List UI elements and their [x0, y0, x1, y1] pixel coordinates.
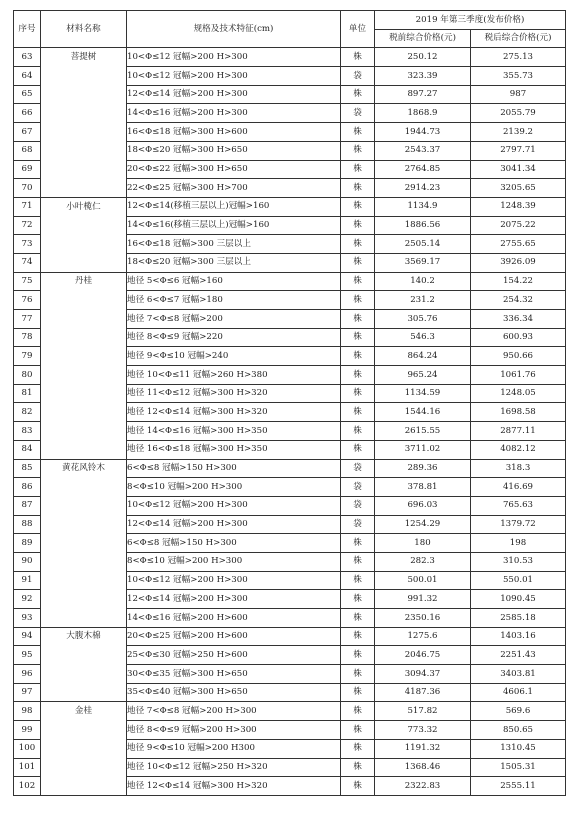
table-row — [14, 758, 566, 777]
material-name — [41, 777, 127, 796]
row-number: 68 — [14, 141, 41, 160]
post-tax-price: 1061.76 — [471, 366, 566, 385]
material-name — [41, 141, 127, 160]
row-number: 85 — [14, 459, 41, 478]
header-name: 材料名称 — [41, 11, 127, 48]
spec: 地径 9<Φ≤10 冠幅>200 H300 — [127, 739, 341, 758]
table-row — [14, 552, 566, 571]
post-tax-price: 3041.34 — [471, 160, 566, 179]
spec: 地径 6<Φ≤7 冠幅>180 — [127, 291, 341, 310]
table-row — [14, 665, 566, 684]
pre-tax-price: 1254.29 — [375, 515, 471, 534]
pre-tax-price: 4187.36 — [375, 683, 471, 702]
table-row — [14, 179, 566, 198]
row-number: 78 — [14, 328, 41, 347]
row-number: 71 — [14, 197, 41, 216]
post-tax-price: 1505.31 — [471, 758, 566, 777]
table-row — [14, 459, 566, 478]
table-row — [14, 646, 566, 665]
spec: 10<Φ≤12 冠幅>200 H>300 — [127, 496, 341, 515]
post-tax-price: 355.73 — [471, 67, 566, 86]
row-number: 87 — [14, 496, 41, 515]
post-tax-price: 254.32 — [471, 291, 566, 310]
pre-tax-price: 1191.32 — [375, 739, 471, 758]
unit: 袋 — [341, 459, 375, 478]
row-number: 88 — [14, 515, 41, 534]
pre-tax-price: 965.24 — [375, 366, 471, 385]
table-row — [14, 590, 566, 609]
post-tax-price: 2251.43 — [471, 646, 566, 665]
material-name — [41, 403, 127, 422]
unit: 株 — [341, 291, 375, 310]
unit: 株 — [341, 665, 375, 684]
post-tax-price: 2585.18 — [471, 609, 566, 628]
row-number: 95 — [14, 646, 41, 665]
material-name — [41, 235, 127, 254]
post-tax-price: 4606.1 — [471, 683, 566, 702]
material-name — [41, 496, 127, 515]
pre-tax-price: 2615.55 — [375, 422, 471, 441]
unit: 株 — [341, 739, 375, 758]
header-period: 2019 年第三季度(发布价格) — [375, 11, 566, 30]
unit: 株 — [341, 197, 375, 216]
spec: 12<Φ≤14 冠幅>200 H>300 — [127, 515, 341, 534]
unit: 株 — [341, 179, 375, 198]
material-name — [41, 253, 127, 272]
spec: 地径 8<Φ≤9 冠幅>220 — [127, 328, 341, 347]
unit: 株 — [341, 235, 375, 254]
pre-tax-price: 180 — [375, 534, 471, 553]
unit: 株 — [341, 366, 375, 385]
material-name: 菩提树 — [41, 48, 127, 67]
pre-tax-price: 305.76 — [375, 310, 471, 329]
unit: 株 — [341, 590, 375, 609]
table-row — [14, 440, 566, 459]
row-number: 89 — [14, 534, 41, 553]
table-row — [14, 702, 566, 721]
unit: 袋 — [341, 496, 375, 515]
pre-tax-price: 2914.23 — [375, 179, 471, 198]
material-name: 丹桂 — [41, 272, 127, 291]
unit: 株 — [341, 534, 375, 553]
table-row — [14, 496, 566, 515]
table-row — [14, 123, 566, 142]
row-number: 102 — [14, 777, 41, 796]
pre-tax-price: 2764.85 — [375, 160, 471, 179]
material-name — [41, 104, 127, 123]
pre-tax-price: 1886.56 — [375, 216, 471, 235]
pre-tax-price: 991.32 — [375, 590, 471, 609]
row-number: 96 — [14, 665, 41, 684]
pre-tax-price: 1868.9 — [375, 104, 471, 123]
unit: 株 — [341, 85, 375, 104]
pre-tax-price: 500.01 — [375, 571, 471, 590]
row-number: 76 — [14, 291, 41, 310]
row-number: 92 — [14, 590, 41, 609]
pre-tax-price: 3094.37 — [375, 665, 471, 684]
unit: 株 — [341, 440, 375, 459]
table-row — [14, 739, 566, 758]
material-name — [41, 422, 127, 441]
pre-tax-price: 864.24 — [375, 347, 471, 366]
spec: 30<Φ≤35 冠幅>300 H>650 — [127, 665, 341, 684]
pre-tax-price: 250.12 — [375, 48, 471, 67]
post-tax-price: 1403.16 — [471, 627, 566, 646]
spec: 地径 9<Φ≤10 冠幅>240 — [127, 347, 341, 366]
row-number: 73 — [14, 235, 41, 254]
post-tax-price: 1698.58 — [471, 403, 566, 422]
unit: 株 — [341, 403, 375, 422]
post-tax-price: 850.65 — [471, 721, 566, 740]
spec: 8<Φ≤10 冠幅>200 H>300 — [127, 478, 341, 497]
spec: 地径 14<Φ≤16 冠幅>300 H>350 — [127, 422, 341, 441]
unit: 株 — [341, 141, 375, 160]
header-no: 序号 — [14, 11, 41, 48]
spec: 地径 12<Φ≤14 冠幅>300 H>320 — [127, 777, 341, 796]
material-name — [41, 67, 127, 86]
unit: 株 — [341, 552, 375, 571]
post-tax-price: 310.53 — [471, 552, 566, 571]
post-tax-price: 550.01 — [471, 571, 566, 590]
pre-tax-price: 1134.59 — [375, 384, 471, 403]
post-tax-price: 2139.2 — [471, 123, 566, 142]
table-row — [14, 216, 566, 235]
price-table — [13, 10, 566, 796]
row-number: 69 — [14, 160, 41, 179]
pre-tax-price: 378.81 — [375, 478, 471, 497]
spec: 35<Φ≤40 冠幅>300 H>650 — [127, 683, 341, 702]
spec: 16<Φ≤18 冠幅>300 三层以上 — [127, 235, 341, 254]
unit: 株 — [341, 627, 375, 646]
table-row — [14, 478, 566, 497]
table-row — [14, 48, 566, 67]
post-tax-price: 198 — [471, 534, 566, 553]
pre-tax-price: 2322.83 — [375, 777, 471, 796]
spec: 地径 11<Φ≤12 冠幅>300 H>320 — [127, 384, 341, 403]
spec: 14<Φ≤16 冠幅>200 H>300 — [127, 104, 341, 123]
row-number: 86 — [14, 478, 41, 497]
table-row — [14, 777, 566, 796]
spec: 10<Φ≤12 冠幅>200 H>300 — [127, 67, 341, 86]
table-row — [14, 403, 566, 422]
table-row — [14, 328, 566, 347]
unit: 袋 — [341, 478, 375, 497]
table-row — [14, 683, 566, 702]
pre-tax-price: 517.82 — [375, 702, 471, 721]
post-tax-price: 1248.05 — [471, 384, 566, 403]
post-tax-price: 3205.65 — [471, 179, 566, 198]
post-tax-price: 2797.71 — [471, 141, 566, 160]
pre-tax-price: 2505.14 — [375, 235, 471, 254]
post-tax-price: 416.69 — [471, 478, 566, 497]
pre-tax-price: 2350.16 — [375, 609, 471, 628]
material-name: 金桂 — [41, 702, 127, 721]
spec: 地径 10<Φ≤11 冠幅>260 H>380 — [127, 366, 341, 385]
material-name — [41, 646, 127, 665]
table-row — [14, 235, 566, 254]
table-row — [14, 291, 566, 310]
table-row — [14, 534, 566, 553]
pre-tax-price: 3711.02 — [375, 440, 471, 459]
unit: 株 — [341, 422, 375, 441]
post-tax-price: 950.66 — [471, 347, 566, 366]
post-tax-price: 765.63 — [471, 496, 566, 515]
row-number: 64 — [14, 67, 41, 86]
material-name — [41, 347, 127, 366]
material-name — [41, 179, 127, 198]
row-number: 80 — [14, 366, 41, 385]
material-name — [41, 571, 127, 590]
header-unit: 单位 — [341, 11, 375, 48]
spec: 地径 7<Φ≤8 冠幅>200 — [127, 310, 341, 329]
material-name — [41, 291, 127, 310]
spec: 6<Φ≤8 冠幅>150 H>300 — [127, 459, 341, 478]
material-name — [41, 552, 127, 571]
spec: 22<Φ≤25 冠幅>300 H>700 — [127, 179, 341, 198]
row-number: 84 — [14, 440, 41, 459]
pre-tax-price: 696.03 — [375, 496, 471, 515]
pre-tax-price: 1134.9 — [375, 197, 471, 216]
post-tax-price: 987 — [471, 85, 566, 104]
post-tax-price: 2055.79 — [471, 104, 566, 123]
unit: 株 — [341, 328, 375, 347]
pre-tax-price: 323.39 — [375, 67, 471, 86]
spec: 地径 8<Φ≤9 冠幅>200 H>300 — [127, 721, 341, 740]
material-name — [41, 366, 127, 385]
table-row — [14, 384, 566, 403]
header-spec: 规格及技术特征(cm) — [127, 11, 341, 48]
row-number: 90 — [14, 552, 41, 571]
pre-tax-price: 289.36 — [375, 459, 471, 478]
unit: 株 — [341, 272, 375, 291]
pre-tax-price: 897.27 — [375, 85, 471, 104]
table-row — [14, 347, 566, 366]
row-number: 101 — [14, 758, 41, 777]
material-name — [41, 665, 127, 684]
post-tax-price: 2755.65 — [471, 235, 566, 254]
pre-tax-price: 2543.37 — [375, 141, 471, 160]
row-number: 74 — [14, 253, 41, 272]
pre-tax-price: 773.32 — [375, 721, 471, 740]
spec: 8<Φ≤10 冠幅>200 H>300 — [127, 552, 341, 571]
row-number: 91 — [14, 571, 41, 590]
row-number: 79 — [14, 347, 41, 366]
row-number: 98 — [14, 702, 41, 721]
pre-tax-price: 2046.75 — [375, 646, 471, 665]
spec: 18<Φ≤20 冠幅>300 三层以上 — [127, 253, 341, 272]
unit: 株 — [341, 758, 375, 777]
spec: 地径 12<Φ≤14 冠幅>300 H>320 — [127, 403, 341, 422]
material-name — [41, 590, 127, 609]
post-tax-price: 3926.09 — [471, 253, 566, 272]
unit: 株 — [341, 646, 375, 665]
spec: 14<Φ≤16(移植三层以上)冠幅>160 — [127, 216, 341, 235]
post-tax-price: 336.34 — [471, 310, 566, 329]
pre-tax-price: 1944.73 — [375, 123, 471, 142]
post-tax-price: 318.3 — [471, 459, 566, 478]
material-name — [41, 216, 127, 235]
post-tax-price: 2555.11 — [471, 777, 566, 796]
material-name — [41, 478, 127, 497]
material-name — [41, 739, 127, 758]
unit: 株 — [341, 384, 375, 403]
material-name — [41, 683, 127, 702]
unit: 株 — [341, 721, 375, 740]
header-pre-tax: 税前综合价格(元) — [375, 29, 471, 48]
spec: 地径 7<Φ≤8 冠幅>200 H>300 — [127, 702, 341, 721]
row-number: 66 — [14, 104, 41, 123]
row-number: 97 — [14, 683, 41, 702]
unit: 袋 — [341, 515, 375, 534]
spec: 20<Φ≤22 冠幅>300 H>650 — [127, 160, 341, 179]
unit: 株 — [341, 609, 375, 628]
unit: 株 — [341, 702, 375, 721]
unit: 株 — [341, 253, 375, 272]
row-number: 94 — [14, 627, 41, 646]
row-number: 99 — [14, 721, 41, 740]
row-number: 67 — [14, 123, 41, 142]
row-number: 93 — [14, 609, 41, 628]
material-name — [41, 384, 127, 403]
table-row — [14, 310, 566, 329]
post-tax-price: 600.93 — [471, 328, 566, 347]
unit: 株 — [341, 123, 375, 142]
row-number: 63 — [14, 48, 41, 67]
post-tax-price: 1379.72 — [471, 515, 566, 534]
material-name — [41, 440, 127, 459]
pre-tax-price: 1275.6 — [375, 627, 471, 646]
row-number: 77 — [14, 310, 41, 329]
material-name: 黄花风铃木 — [41, 459, 127, 478]
table-row — [14, 253, 566, 272]
material-name — [41, 310, 127, 329]
material-name — [41, 85, 127, 104]
spec: 25<Φ≤30 冠幅>250 H>600 — [127, 646, 341, 665]
unit: 株 — [341, 216, 375, 235]
spec: 10<Φ≤12 冠幅>200 H>300 — [127, 48, 341, 67]
unit: 株 — [341, 571, 375, 590]
row-number: 100 — [14, 739, 41, 758]
table-row — [14, 160, 566, 179]
table-row — [14, 627, 566, 646]
spec: 20<Φ≤25 冠幅>200 H>600 — [127, 627, 341, 646]
post-tax-price: 3403.81 — [471, 665, 566, 684]
spec: 地径 5<Φ≤6 冠幅>160 — [127, 272, 341, 291]
spec: 10<Φ≤12 冠幅>200 H>300 — [127, 571, 341, 590]
post-tax-price: 275.13 — [471, 48, 566, 67]
post-tax-price: 2877.11 — [471, 422, 566, 441]
table-row — [14, 272, 566, 291]
row-number: 65 — [14, 85, 41, 104]
spec: 14<Φ≤16 冠幅>200 H>600 — [127, 609, 341, 628]
pre-tax-price: 231.2 — [375, 291, 471, 310]
spec: 18<Φ≤20 冠幅>300 H>650 — [127, 141, 341, 160]
table-row — [14, 85, 566, 104]
unit: 株 — [341, 48, 375, 67]
unit: 株 — [341, 777, 375, 796]
table-row — [14, 366, 566, 385]
table-row — [14, 422, 566, 441]
material-name — [41, 515, 127, 534]
spec: 6<Φ≤8 冠幅>150 H>300 — [127, 534, 341, 553]
table-row — [14, 721, 566, 740]
pre-tax-price: 1368.46 — [375, 758, 471, 777]
material-name — [41, 160, 127, 179]
row-number: 70 — [14, 179, 41, 198]
post-tax-price: 154.22 — [471, 272, 566, 291]
row-number: 75 — [14, 272, 41, 291]
unit: 株 — [341, 347, 375, 366]
post-tax-price: 1310.45 — [471, 739, 566, 758]
unit: 株 — [341, 310, 375, 329]
unit: 袋 — [341, 67, 375, 86]
row-number: 82 — [14, 403, 41, 422]
spec: 16<Φ≤18 冠幅>300 H>600 — [127, 123, 341, 142]
spec: 12<Φ≤14 冠幅>200 H>300 — [127, 85, 341, 104]
row-number: 83 — [14, 422, 41, 441]
material-name — [41, 123, 127, 142]
row-number: 72 — [14, 216, 41, 235]
material-name — [41, 609, 127, 628]
material-name — [41, 328, 127, 347]
table-row — [14, 515, 566, 534]
material-name: 小叶榄仁 — [41, 197, 127, 216]
pre-tax-price: 282.3 — [375, 552, 471, 571]
unit: 株 — [341, 160, 375, 179]
pre-tax-price: 3569.17 — [375, 253, 471, 272]
material-name — [41, 721, 127, 740]
table-row — [14, 197, 566, 216]
row-number: 81 — [14, 384, 41, 403]
table-row — [14, 67, 566, 86]
post-tax-price: 4082.12 — [471, 440, 566, 459]
post-tax-price: 1248.39 — [471, 197, 566, 216]
table-row — [14, 104, 566, 123]
table-row — [14, 571, 566, 590]
table-row — [14, 141, 566, 160]
header-post-tax: 税后综合价格(元) — [471, 29, 566, 48]
pre-tax-price: 1544.16 — [375, 403, 471, 422]
table-body — [14, 48, 566, 796]
spec: 12<Φ≤14(移植三层以上)冠幅>160 — [127, 197, 341, 216]
material-name — [41, 758, 127, 777]
post-tax-price: 1090.45 — [471, 590, 566, 609]
material-name — [41, 534, 127, 553]
unit: 株 — [341, 683, 375, 702]
spec: 地径 10<Φ≤12 冠幅>250 H>320 — [127, 758, 341, 777]
spec: 地径 16<Φ≤18 冠幅>300 H>350 — [127, 440, 341, 459]
material-name: 大腹木棉 — [41, 627, 127, 646]
table-row — [14, 609, 566, 628]
pre-tax-price: 140.2 — [375, 272, 471, 291]
pre-tax-price: 546.3 — [375, 328, 471, 347]
post-tax-price: 569.6 — [471, 702, 566, 721]
post-tax-price: 2075.22 — [471, 216, 566, 235]
spec: 12<Φ≤14 冠幅>200 H>300 — [127, 590, 341, 609]
unit: 袋 — [341, 104, 375, 123]
